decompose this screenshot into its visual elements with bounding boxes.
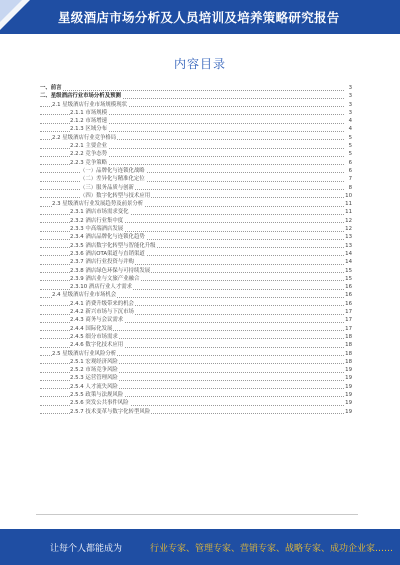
toc-entry[interactable] — [40, 308, 352, 316]
toc-entry-label: 2.4.2 新兴市场与下沉市场 — [70, 309, 134, 316]
toc-page-number: 18 — [345, 350, 352, 357]
toc-page-number: 15 — [345, 267, 352, 274]
toc-entry-label: 2.1.1 市场规模 — [70, 109, 107, 116]
toc-entry[interactable] — [40, 109, 352, 117]
toc-entry[interactable] — [40, 150, 352, 158]
toc-page-number: 18 — [345, 333, 352, 340]
toc-page-number: 17 — [345, 317, 352, 324]
toc-entry[interactable] — [40, 125, 352, 133]
page-footer — [0, 529, 400, 565]
toc-entry-label: 2.1.2 市场增速 — [70, 118, 107, 125]
toc-entry[interactable] — [40, 242, 352, 250]
toc-entry-label: 2.4.6 数字化技术应用 — [70, 342, 124, 349]
toc-page-number: 12 — [345, 226, 352, 233]
toc-entry-label: 2.1.3 区域分布 — [70, 126, 107, 133]
toc-entry-label: 2.3.7 酒店行业投资与并购 — [70, 259, 134, 266]
toc-page-number: 16 — [345, 292, 352, 299]
toc-page-number: 18 — [345, 358, 352, 365]
toc-entry-label: 一、前言 — [40, 85, 62, 91]
toc-entry-label: 2.2 星级酒店行业竞争格局 — [52, 134, 117, 141]
toc-entry-label: 2.3.9 酒店业与文旅产业融合 — [70, 275, 140, 282]
toc-page-number: 19 — [345, 391, 352, 398]
page-header — [0, 0, 400, 34]
toc-page-number: 4 — [348, 118, 352, 125]
toc-entry-label: （一）品牌化与连锁化战略 — [80, 167, 145, 174]
toc-page-number: 11 — [345, 209, 352, 216]
toc-page-number: 19 — [345, 367, 352, 374]
toc-entry[interactable] — [40, 84, 352, 92]
toc-page-number: 12 — [345, 217, 352, 224]
toc-entry[interactable] — [40, 258, 352, 266]
toc-entry-label: 2.5.4 人才流失风险 — [70, 383, 118, 390]
toc-heading: 内容目录 — [173, 57, 226, 71]
toc-page-number: 15 — [345, 275, 352, 282]
toc-page-number: 16 — [345, 284, 352, 291]
toc-entry[interactable] — [40, 92, 352, 100]
toc-page-number: 18 — [345, 342, 352, 349]
divider — [36, 514, 358, 515]
toc-entry[interactable] — [40, 374, 352, 382]
toc-entry[interactable] — [40, 366, 352, 374]
toc-entry[interactable] — [40, 250, 352, 258]
toc-entry[interactable] — [40, 325, 352, 333]
toc-entry-label: 2.2.2 竞争态势 — [70, 151, 107, 158]
toc-entry-label: 2.4 星级酒店行业市场机会 — [52, 292, 117, 299]
toc-entry[interactable] — [40, 300, 352, 308]
toc-page-number: 19 — [345, 400, 352, 407]
toc-entry[interactable] — [40, 391, 352, 399]
toc-entry-label: 2.5.2 市场竞争风险 — [70, 367, 118, 374]
toc-leader-dots — [40, 90, 344, 91]
toc-page-number: 13 — [345, 234, 352, 241]
toc-page-number: 5 — [348, 134, 352, 141]
toc-page-number: 3 — [348, 109, 352, 116]
toc-page-number: 6 — [348, 159, 352, 166]
toc-entry-label: 2.3 星级酒店行业发展趋势及前景分析 — [52, 201, 144, 208]
table-of-contents — [40, 84, 352, 416]
toc-entry-label: 2.3.5 酒店数字化转型与智能化升级 — [70, 242, 156, 249]
toc-entry[interactable] — [40, 283, 352, 291]
toc-entry[interactable] — [40, 341, 352, 349]
toc-entry-label: （二）差异化与精准化定位 — [80, 176, 145, 183]
toc-entry[interactable] — [40, 217, 352, 225]
toc-entry[interactable] — [40, 233, 352, 241]
toc-entry-label: 2.2.3 竞争策略 — [70, 159, 107, 166]
toc-entry[interactable] — [40, 208, 352, 216]
footer-slogan: 让每个人都能成为 — [50, 544, 123, 554]
toc-entry-label: 2.4.5 细分市场需求 — [70, 333, 118, 340]
toc-entry-label: 2.5 星级酒店行业风险分析 — [52, 350, 117, 357]
toc-entry-label: 2.2.1 主要企业 — [70, 143, 107, 150]
toc-page-number: 7 — [348, 176, 352, 183]
toc-page-number: 17 — [345, 325, 352, 332]
toc-entry[interactable] — [40, 291, 352, 299]
toc-entry[interactable] — [40, 383, 352, 391]
toc-entry-label: 2.3.2 酒店行业集中度 — [70, 217, 124, 224]
toc-entry[interactable] — [40, 134, 352, 142]
footer-tagline: 行业专家、管理专家、营销专家、战略专家、成功企业家…… — [150, 544, 394, 554]
toc-entry-label: 2.3.3 中高端酒店发展 — [70, 226, 124, 233]
toc-entry[interactable] — [40, 167, 352, 175]
toc-page-number: 13 — [345, 242, 352, 249]
toc-page-number: 3 — [348, 101, 352, 108]
toc-entry-label: 2.3.4 酒店品牌化与连锁化趋势 — [70, 234, 145, 241]
toc-entry[interactable] — [40, 275, 352, 283]
toc-entry[interactable] — [40, 399, 352, 407]
toc-page-number: 16 — [345, 300, 352, 307]
toc-entry-label: 2.3.8 酒店绿色环保与可持续发展 — [70, 267, 151, 274]
toc-entry-label: 2.4.3 商务与会议需求 — [70, 317, 124, 324]
toc-page-number: 19 — [345, 383, 352, 390]
toc-page-number: 14 — [345, 259, 352, 266]
toc-page-number: 3 — [348, 85, 352, 91]
toc-entry-label: （三）服务品质与创新 — [80, 184, 134, 191]
toc-entry-label: 2.3.6 酒店OTA渠道与直销渠道 — [70, 250, 145, 257]
toc-page-number: 19 — [345, 375, 352, 382]
toc-page-number: 17 — [345, 309, 352, 316]
toc-page-number: 4 — [348, 126, 352, 133]
toc-entry-label: 二、星级酒店行业市场分析及预测 — [40, 93, 121, 100]
toc-entry[interactable] — [40, 225, 352, 233]
toc-entry-label: 2.5.5 政策与法规风险 — [70, 391, 124, 398]
toc-entry-label: 2.3.10 酒店行业人才需求 — [70, 284, 132, 291]
toc-entry-label: 2.1 星级酒店行业市场规模现状 — [52, 101, 127, 108]
toc-page-number: 19 — [345, 408, 352, 415]
toc-entry-label: 2.4.1 消费升级带来的机会 — [70, 300, 134, 307]
toc-entry[interactable] — [40, 192, 352, 200]
toc-page-number: 14 — [345, 250, 352, 257]
header-corner-accent — [0, 0, 22, 22]
toc-entry[interactable] — [40, 142, 352, 150]
toc-entry[interactable] — [40, 333, 352, 341]
toc-entry-label: 2.5.7 技术变革与数字化转型风险 — [70, 408, 151, 415]
toc-entry[interactable] — [40, 184, 352, 192]
toc-entry[interactable] — [40, 101, 352, 109]
toc-entry[interactable] — [40, 408, 352, 416]
toc-page-number: 8 — [348, 184, 352, 191]
toc-entry[interactable] — [40, 117, 352, 125]
toc-entry-label: 2.3.1 酒店市场需求变化 — [70, 209, 129, 216]
toc-entry-label: 2.5.1 宏观经济风险 — [70, 358, 118, 365]
toc-entry[interactable] — [40, 200, 352, 208]
toc-entry-label: 2.5.3 运营管理风险 — [70, 375, 118, 382]
toc-page-number: 3 — [348, 93, 352, 100]
toc-page-number: 10 — [345, 192, 352, 199]
toc-page-number: 11 — [345, 201, 352, 208]
toc-entry-label: 2.5.6 突发公共事件风险 — [70, 400, 129, 407]
toc-entry[interactable] — [40, 175, 352, 183]
toc-page-number: 5 — [348, 151, 352, 158]
toc-entry[interactable] — [40, 267, 352, 275]
toc-entry[interactable] — [40, 159, 352, 167]
toc-entry[interactable] — [40, 358, 352, 366]
report-title: 星级酒店市场分析及人员培训及培养策略研究报告 — [58, 10, 340, 25]
toc-entry-label: 2.4.4 国际化发展 — [70, 325, 113, 332]
toc-entry[interactable] — [40, 316, 352, 324]
toc-page-number: 5 — [348, 143, 352, 150]
toc-page-number: 6 — [348, 167, 352, 174]
toc-entry-label: （四）数字化转型与技术应用 — [80, 192, 151, 199]
toc-entry[interactable] — [40, 350, 352, 358]
